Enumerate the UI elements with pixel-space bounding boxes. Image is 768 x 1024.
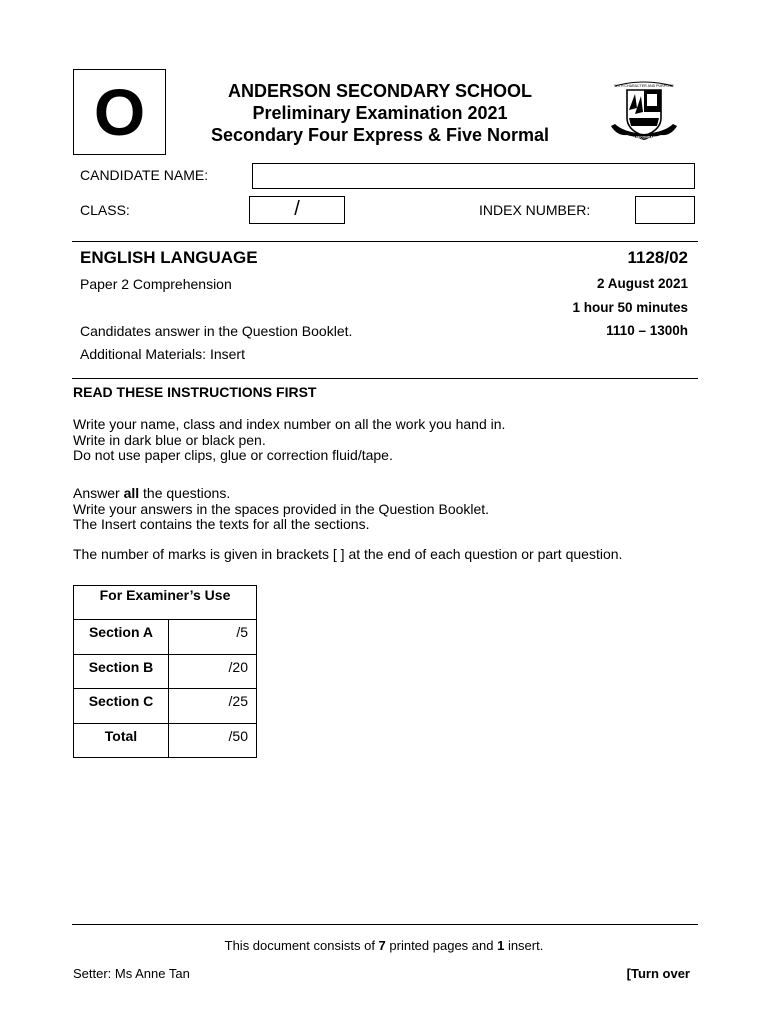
page-count-number: 7 bbox=[378, 938, 386, 953]
school-crest-icon bbox=[607, 80, 681, 144]
paper-level-box bbox=[73, 69, 166, 155]
additional-materials: Additional Materials: Insert bbox=[80, 346, 245, 362]
page-count-post: insert. bbox=[504, 938, 544, 953]
total-marks[interactable]: /50 bbox=[169, 723, 257, 758]
answer-post: the questions. bbox=[139, 485, 231, 501]
class-field-value: / bbox=[294, 198, 300, 220]
page-count-note bbox=[0, 938, 768, 953]
instructions-block-2 bbox=[73, 486, 489, 533]
paper-title: Paper 2 Comprehension bbox=[80, 276, 232, 292]
answer-note: Candidates answer in the Question Booklet. bbox=[80, 323, 353, 339]
crest-banner: ANDERSON SECONDARY SCHOOL bbox=[615, 135, 673, 140]
page-count-pre: This document consists of bbox=[224, 938, 379, 953]
table-row bbox=[74, 654, 257, 689]
instruction-line: The Insert contains the texts for all the sections. bbox=[73, 516, 370, 532]
setter-name: Setter: Ms Anne Tan bbox=[73, 966, 190, 981]
table-row bbox=[74, 723, 257, 758]
exam-title-block bbox=[180, 80, 580, 146]
table-row bbox=[74, 689, 257, 724]
instructions-heading: READ THESE INSTRUCTIONS FIRST bbox=[73, 384, 317, 400]
exam-date: 2 August 2021 bbox=[596, 276, 688, 291]
examiner-table-heading: For Examiner’s Use bbox=[74, 586, 257, 620]
instruction-line: Write your name, class and index number on all the work you hand in. bbox=[73, 416, 506, 432]
turn-over-note: [Turn over bbox=[626, 966, 690, 981]
subject-title: ENGLISH LANGUAGE bbox=[80, 248, 258, 267]
exam-name: Preliminary Examination 2021 bbox=[252, 103, 508, 123]
section-label: Section C bbox=[74, 689, 169, 724]
exam-stream: Secondary Four Express & Five Normal bbox=[210, 125, 550, 145]
instruction-line: Write your answers in the spaces provided in the Question Booklet. bbox=[73, 500, 490, 517]
exam-time: 1110 – 1300h bbox=[606, 323, 688, 338]
paper-code: 1128/02 bbox=[627, 248, 688, 267]
insert-count-number: 1 bbox=[497, 938, 505, 953]
index-number-label: INDEX NUMBER: bbox=[479, 202, 591, 218]
examiner-use-table bbox=[73, 585, 257, 758]
answer-pre: Answer bbox=[73, 485, 124, 501]
candidate-name-field[interactable] bbox=[252, 163, 695, 189]
school-name: ANDERSON SECONDARY SCHOOL bbox=[227, 81, 533, 101]
exam-duration: 1 hour 50 minutes bbox=[572, 300, 688, 315]
instructions-block-1 bbox=[73, 417, 505, 464]
answer-emphasis: all bbox=[123, 485, 140, 501]
footer-divider bbox=[72, 924, 698, 925]
section-marks[interactable]: /20 bbox=[169, 654, 257, 689]
instruction-line: Write in dark blue or black pen. bbox=[73, 431, 266, 448]
class-field[interactable] bbox=[249, 196, 345, 224]
index-number-field[interactable] bbox=[635, 196, 695, 224]
candidate-name-label: CANDIDATE NAME: bbox=[80, 167, 209, 183]
page-count-mid: printed pages and bbox=[385, 938, 498, 953]
class-label: CLASS: bbox=[80, 202, 130, 218]
paper-level-letter: O bbox=[93, 75, 146, 149]
total-label: Total bbox=[74, 723, 169, 758]
section-label: Section B bbox=[74, 654, 169, 689]
section-label: Section A bbox=[74, 620, 169, 655]
divider bbox=[72, 241, 698, 242]
crest-motto: WITH CHARACTER AND PURPOSE bbox=[614, 84, 674, 88]
instruction-line bbox=[73, 486, 489, 502]
section-marks[interactable]: /5 bbox=[169, 620, 257, 655]
instruction-line: Do not use paper clips, glue or correction fluid/tape. bbox=[73, 447, 393, 463]
divider bbox=[72, 378, 698, 379]
marks-note: The number of marks is given in brackets [ ] at the end of each question or part question. bbox=[73, 546, 623, 562]
table-row bbox=[74, 620, 257, 655]
section-marks[interactable]: /25 bbox=[169, 689, 257, 724]
